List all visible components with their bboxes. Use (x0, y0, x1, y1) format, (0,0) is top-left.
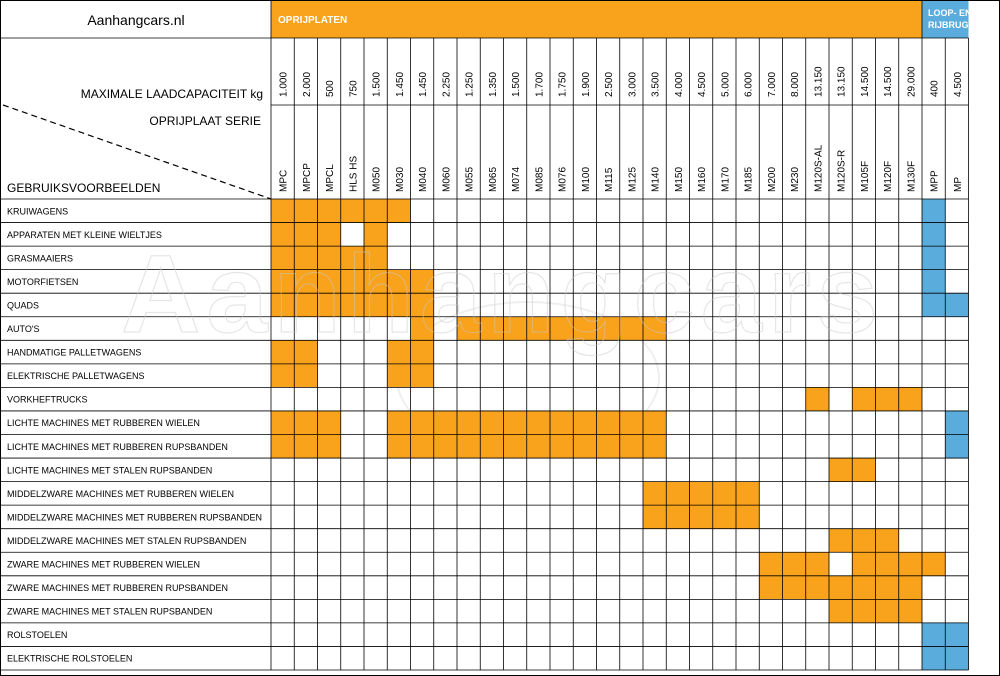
compatibility-table (1, 1, 999, 675)
series-name: M150 (673, 166, 685, 192)
cell-m050-r4 (364, 270, 387, 294)
cell-m050-r1 (364, 199, 387, 223)
cell-mpp-r20 (922, 646, 945, 670)
capacity-value: 7.000 (766, 71, 778, 97)
cell-m120s-al-r9 (806, 387, 829, 411)
row-label: VORKHEFTRUCKS (7, 394, 88, 405)
series-name: M105F (859, 160, 871, 192)
capacity-value: 2.250 (441, 71, 453, 97)
series-name: MPCP (301, 163, 313, 192)
capacity-value: 13.150 (813, 66, 825, 97)
cell-mpc-r10 (271, 411, 294, 435)
cell-hls-hs-r5 (341, 293, 364, 317)
cell-m040-r4 (411, 270, 434, 294)
cell-m040-r7 (411, 340, 434, 364)
cell-mpcl-r3 (318, 246, 341, 270)
cell-m040-r5 (411, 293, 434, 317)
row-label: ZWARE MACHINES MET RUBBEREN RUPSBANDEN (7, 583, 229, 594)
cell-m140-r6 (643, 317, 666, 341)
capacity-value: 4.000 (673, 71, 685, 97)
row-label: MIDDELZWARE MACHINES MET RUBBEREN WIELEN (7, 488, 235, 499)
series-name: M140 (650, 166, 662, 192)
series-name: MPCL (325, 164, 337, 192)
series-name: M030 (394, 166, 406, 192)
cell-m120s-r-r15 (829, 529, 852, 553)
cell-m050-r5 (364, 293, 387, 317)
cell-mpc-r1 (271, 199, 294, 223)
cell-m100-r10 (573, 411, 596, 435)
capacity-value: 2.500 (604, 71, 616, 97)
cell-mpc-r4 (271, 270, 294, 294)
capacity-value: 1.500 (511, 71, 523, 97)
cell-m115-r11 (597, 435, 620, 459)
cell-m065-r6 (480, 317, 503, 341)
cell-mpcl-r11 (318, 435, 341, 459)
cell-m120f-r17 (876, 576, 899, 600)
cell-mpp-r16 (922, 552, 945, 576)
capacity-value: 4.500 (697, 71, 709, 97)
cell-m055-r10 (457, 411, 480, 435)
row-label: APPARATEN MET KLEINE WIELTJES (7, 229, 162, 240)
cell-mpp-r5 (922, 293, 945, 317)
cell-m130f-r18 (899, 599, 922, 623)
row-label: KRUIWAGENS (7, 206, 69, 217)
group-label-loop-line2: RIJBRUGGEN (928, 20, 989, 30)
cell-m040-r11 (411, 435, 434, 459)
cell-mpcl-r5 (318, 293, 341, 317)
cell-m085-r10 (527, 411, 550, 435)
series-label: OPRIJPLAAT SERIE (149, 114, 261, 128)
cell-mpp-r19 (922, 623, 945, 647)
cell-m076-r10 (550, 411, 573, 435)
cell-m120f-r18 (876, 599, 899, 623)
cell-m040-r6 (411, 317, 434, 341)
capacity-value: 1.450 (394, 71, 406, 97)
capacity-value: 5.000 (720, 71, 732, 97)
cell-m200-r17 (759, 576, 782, 600)
row-label: AUTO'S (7, 324, 40, 335)
cell-m074-r11 (504, 435, 527, 459)
cell-m030-r8 (387, 364, 410, 388)
cell-m074-r6 (504, 317, 527, 341)
capacity-value: 3.000 (627, 71, 639, 97)
row-label: ROLSTOELEN (7, 630, 68, 641)
cell-mpcl-r4 (318, 270, 341, 294)
cell-m100-r11 (573, 435, 596, 459)
cell-m030-r7 (387, 340, 410, 364)
cell-mpcl-r10 (318, 411, 341, 435)
cell-mpcp-r3 (294, 246, 317, 270)
capacity-value: 4.500 (952, 71, 964, 97)
series-name: M100 (580, 166, 592, 192)
cell-m100-r6 (573, 317, 596, 341)
cell-m076-r11 (550, 435, 573, 459)
series-name: MP (952, 177, 964, 192)
series-name: MPC (278, 169, 290, 192)
row-label: ELEKTRISCHE PALLETWAGENS (7, 371, 145, 382)
cell-m115-r6 (597, 317, 620, 341)
capacity-value: 1.250 (464, 71, 476, 97)
cell-mpcp-r7 (294, 340, 317, 364)
cell-m060-r11 (434, 435, 457, 459)
group-header-oprijplaten (271, 1, 922, 38)
cell-m130f-r16 (899, 552, 922, 576)
cell-m160-r13 (690, 482, 713, 506)
cell-m140-r10 (643, 411, 666, 435)
cell-mpc-r3 (271, 246, 294, 270)
cell-mp-r20 (945, 646, 968, 670)
row-label: MIDDELZWARE MACHINES MET RUBBEREN RUPSBANDEN (7, 512, 263, 523)
row-label: QUADS (7, 300, 40, 311)
series-name: HLS HS (348, 155, 360, 192)
cell-hls-hs-r1 (341, 199, 364, 223)
cell-m120f-r15 (876, 529, 899, 553)
capacity-value: 13.150 (836, 66, 848, 97)
capacity-value: 1.000 (278, 71, 290, 97)
cell-m040-r10 (411, 411, 434, 435)
group-label-oprijplaten: OPRIJPLATEN (278, 15, 348, 26)
cell-m130f-r17 (899, 576, 922, 600)
cell-m120s-r-r12 (829, 458, 852, 482)
series-name: M230 (790, 166, 802, 192)
capacity-value: 14.500 (859, 66, 871, 97)
series-name: MPP (929, 170, 941, 192)
cell-mpc-r5 (271, 293, 294, 317)
cell-mpcp-r5 (294, 293, 317, 317)
cell-m055-r11 (457, 435, 480, 459)
capacity-value: 1.700 (534, 71, 546, 97)
cell-m120f-r16 (876, 552, 899, 576)
capacity-value: 400 (929, 80, 941, 97)
series-name: M160 (697, 166, 709, 192)
cell-m030-r11 (387, 435, 410, 459)
cell-m074-r10 (504, 411, 527, 435)
cell-mpp-r4 (922, 270, 945, 294)
cell-mpp-r2 (922, 223, 945, 247)
capacity-value: 500 (325, 80, 337, 97)
cell-m060-r10 (434, 411, 457, 435)
cell-mp-r19 (945, 623, 968, 647)
capacity-value: 1.900 (580, 71, 592, 97)
cell-hls-hs-r4 (341, 270, 364, 294)
cell-m076-r6 (550, 317, 573, 341)
cell-mpcp-r8 (294, 364, 317, 388)
capacity-value: 29.000 (906, 66, 918, 97)
capacity-value: 14.500 (883, 66, 895, 97)
cell-m050-r2 (364, 223, 387, 247)
cell-mpp-r3 (922, 246, 945, 270)
cell-m125-r10 (620, 411, 643, 435)
cell-m065-r10 (480, 411, 503, 435)
cell-mp-r5 (945, 293, 968, 317)
row-label: ZWARE MACHINES MET RUBBEREN WIELEN (7, 559, 201, 570)
series-name: M074 (511, 166, 523, 192)
cell-mpcl-r1 (318, 199, 341, 223)
series-name: M200 (766, 166, 778, 192)
capacity-value: 3.500 (650, 71, 662, 97)
cell-m030-r1 (387, 199, 410, 223)
series-name: M065 (487, 166, 499, 192)
cell-m120s-r-r17 (829, 576, 852, 600)
cell-m170-r13 (713, 482, 736, 506)
cell-m050-r3 (364, 246, 387, 270)
series-name: M120S-R (836, 149, 848, 192)
cell-m085-r6 (527, 317, 550, 341)
row-label: ELEKTRISCHE ROLSTOELEN (7, 653, 133, 664)
cell-m055-r6 (457, 317, 480, 341)
capacity-value: 1.450 (418, 71, 430, 97)
cell-mpcp-r2 (294, 223, 317, 247)
cell-m125-r11 (620, 435, 643, 459)
examples-label: GEBRUIKSVOORBEELDEN (7, 181, 161, 195)
row-label: LICHTE MACHINES MET RUBBEREN WIELEN (7, 418, 200, 429)
cell-m185-r14 (736, 505, 759, 529)
cell-m085-r11 (527, 435, 550, 459)
cell-m030-r4 (387, 270, 410, 294)
row-label: MOTORFIETSEN (7, 276, 79, 287)
series-name: M120S-AL (813, 144, 825, 192)
cell-mpc-r11 (271, 435, 294, 459)
capacity-value: 1.750 (557, 71, 569, 97)
cell-m105f-r9 (852, 387, 875, 411)
cell-m140-r13 (643, 482, 666, 506)
cell-m030-r10 (387, 411, 410, 435)
capacity-value: 1.500 (371, 71, 383, 97)
series-name: M076 (557, 166, 569, 192)
cell-mpcp-r11 (294, 435, 317, 459)
series-name: M055 (464, 166, 476, 192)
cell-mpcp-r4 (294, 270, 317, 294)
cell-mpp-r1 (922, 199, 945, 223)
series-name: M120F (883, 160, 895, 192)
cell-m140-r11 (643, 435, 666, 459)
cell-m065-r11 (480, 435, 503, 459)
cell-hls-hs-r3 (341, 246, 364, 270)
cell-m125-r6 (620, 317, 643, 341)
cell-m140-r14 (643, 505, 666, 529)
capacity-value: 1.350 (487, 71, 499, 97)
cell-mpc-r7 (271, 340, 294, 364)
cell-m030-r5 (387, 293, 410, 317)
cell-m130f-r9 (899, 387, 922, 411)
cell-m120s-r-r18 (829, 599, 852, 623)
cell-mpcp-r1 (294, 199, 317, 223)
cell-m150-r14 (666, 505, 689, 529)
series-name: M060 (441, 166, 453, 192)
row-label: LICHTE MACHINES MET RUBBEREN RUPSBANDEN (7, 441, 228, 452)
cell-m120f-r9 (876, 387, 899, 411)
series-name: M085 (534, 166, 546, 192)
cell-m105f-r15 (852, 529, 875, 553)
cell-mp-r11 (945, 435, 968, 459)
cell-m170-r14 (713, 505, 736, 529)
cell-m040-r8 (411, 364, 434, 388)
series-name: M125 (627, 166, 639, 192)
row-label: HANDMATIGE PALLETWAGENS (7, 347, 142, 358)
series-name: M040 (418, 166, 430, 192)
series-name: M050 (371, 166, 383, 192)
cell-m185-r13 (736, 482, 759, 506)
cell-m105f-r16 (852, 552, 875, 576)
series-name: M130F (906, 160, 918, 192)
cell-mpcp-r10 (294, 411, 317, 435)
cell-m230-r16 (783, 552, 806, 576)
cell-m115-r10 (597, 411, 620, 435)
cell-m150-r13 (666, 482, 689, 506)
series-name: M185 (743, 166, 755, 192)
group-label-loop-line1: LOOP- EN (928, 8, 972, 18)
capacity-value: 8.000 (790, 71, 802, 97)
cell-mpc-r8 (271, 364, 294, 388)
cell-mp-r10 (945, 411, 968, 435)
cell-m230-r17 (783, 576, 806, 600)
row-label: GRASMAAIERS (7, 253, 74, 264)
cell-m120s-al-r16 (806, 552, 829, 576)
cell-mpcl-r2 (318, 223, 341, 247)
row-label: LICHTE MACHINES MET STALEN RUPSBANDEN (7, 465, 213, 476)
series-name: M170 (720, 166, 732, 192)
capacity-value: 2.000 (301, 71, 313, 97)
row-label: ZWARE MACHINES MET STALEN RUPSBANDEN (7, 606, 213, 617)
cell-m105f-r17 (852, 576, 875, 600)
cell-m105f-r18 (852, 599, 875, 623)
series-name: M115 (604, 167, 616, 192)
cell-m160-r14 (690, 505, 713, 529)
brand-title: Aanhangcars.nl (87, 12, 185, 28)
watermark: Aanhangcars (121, 233, 884, 356)
cell-m120s-al-r17 (806, 576, 829, 600)
capacity-value: 750 (348, 80, 360, 97)
capacity-value: 6.000 (743, 71, 755, 97)
row-label: MIDDELZWARE MACHINES MET STALEN RUPSBANDEN (7, 535, 247, 546)
cell-m105f-r12 (852, 458, 875, 482)
cell-m200-r16 (759, 552, 782, 576)
capacity-label: MAXIMALE LAADCAPACITEIT kg (80, 87, 263, 101)
cell-mpc-r2 (271, 223, 294, 247)
